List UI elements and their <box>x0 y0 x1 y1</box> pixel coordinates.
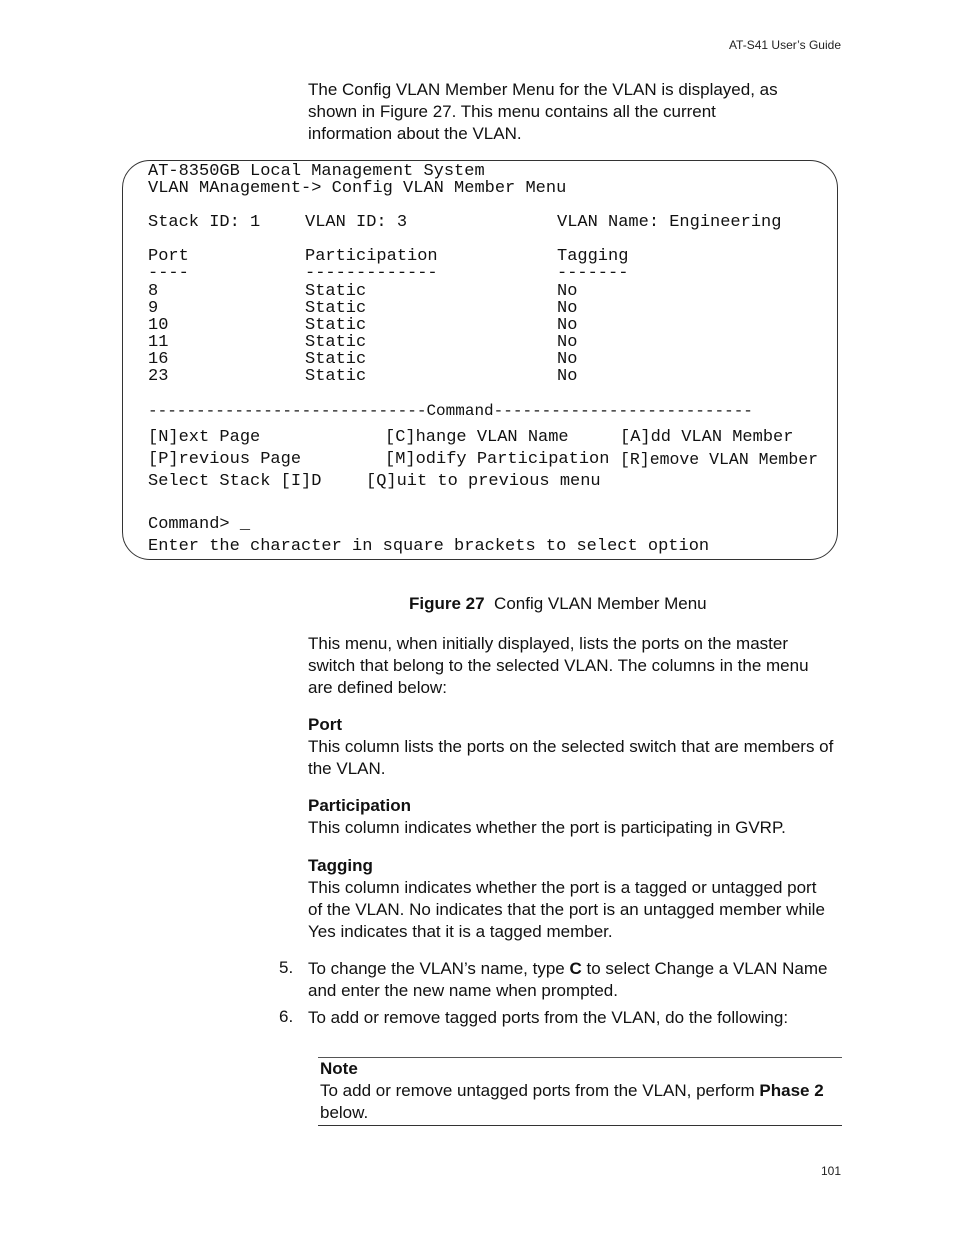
note-line <box>320 1080 842 1102</box>
definition-term: Port <box>308 715 342 734</box>
terminal-breadcrumb: VLAN MAnagement-> Config VLAN Member Menu <box>148 179 567 198</box>
step-6: To add or remove tagged ports from the VLAN, do the following: <box>308 1008 789 1027</box>
note-bottom-rule <box>318 1125 842 1126</box>
participation-cell: Static <box>305 367 367 386</box>
command-change-vlan-name[interactable]: [C]hange VLAN Name <box>385 428 569 447</box>
vlan-id: VLAN ID: 3 <box>305 213 408 232</box>
column-header-tagging: Tagging <box>557 247 629 266</box>
tagging-cell: No <box>557 316 578 335</box>
participation-cell: Static <box>305 316 367 335</box>
definition-participation <box>308 795 848 839</box>
note-heading: Note <box>320 1059 358 1078</box>
figure-caption-text: Config VLAN Member Menu <box>494 594 707 613</box>
note-bold-text: Phase 2 <box>759 1081 824 1100</box>
stack-id: Stack ID: 1 <box>148 213 261 232</box>
intro-line: shown in Figure 27. This menu contains all the current <box>308 102 716 121</box>
step-line <box>308 958 848 980</box>
participation-cell: Static <box>305 333 367 352</box>
tagging-cell: No <box>557 367 578 386</box>
command-next-page[interactable]: [N]ext Page <box>148 428 261 447</box>
step-number: 5. <box>279 958 294 977</box>
figure-caption <box>409 594 707 614</box>
port-cell: 23 <box>148 367 169 386</box>
tagging-cell: No <box>557 282 578 301</box>
definition-tagging <box>308 855 848 943</box>
definition-line: This column lists the ports on the selected switch that are members of <box>308 737 834 756</box>
participation-cell: Static <box>305 282 367 301</box>
command-modify-participation[interactable]: [M]odify Participation <box>385 450 610 469</box>
description-line: switch that belong to the selected VLAN. The columns in the menu <box>308 656 809 675</box>
tagging-cell: No <box>557 350 578 369</box>
participation-cell: Static <box>305 350 367 369</box>
participation-cell: Static <box>305 299 367 318</box>
definition-line: This column indicates whether the port is a tagged or untagged port <box>308 878 817 897</box>
running-header: AT-S41 User’s Guide <box>728 38 841 52</box>
description-line: This menu, when initially displayed, lists the ports on the master <box>308 634 789 653</box>
port-cell: 11 <box>148 333 169 352</box>
step-5 <box>308 958 848 1002</box>
definition-line: This column indicates whether the port is participating in GVRP. <box>308 818 786 837</box>
port-cell: 10 <box>148 316 169 335</box>
column-header-participation: Participation <box>305 247 438 266</box>
step-text: to select Change a VLAN Name <box>581 959 828 978</box>
step-number: 6. <box>279 1007 294 1026</box>
description-paragraph <box>308 633 848 699</box>
key-c: C <box>569 959 582 978</box>
intro-paragraph <box>308 79 848 145</box>
command-divider: -----------------------------Command--------------------------- <box>148 402 753 420</box>
terminal-hint: Enter the character in square brackets to select option <box>148 537 710 556</box>
intro-line: information about the VLAN. <box>308 124 522 143</box>
definition-term: Tagging <box>308 856 373 875</box>
column-header-port: Port <box>148 247 189 266</box>
intro-line: The Config VLAN Member Menu for the VLAN is displayed, as <box>308 80 778 99</box>
definition-line: of the VLAN. No indicates that the port is an untagged member while <box>308 900 825 919</box>
port-cell: 8 <box>148 282 159 301</box>
command-remove-vlan-member[interactable]: [R]emove VLAN Member <box>620 450 819 469</box>
step-line: and enter the new name when prompted. <box>308 981 618 1000</box>
tagging-cell: No <box>557 333 578 352</box>
column-underline: ------- <box>557 264 629 283</box>
definition-term: Participation <box>308 796 411 815</box>
definition-port <box>308 714 848 780</box>
note-text: To add or remove untagged ports from the VLAN, perform <box>320 1081 760 1100</box>
note-line: below. <box>320 1103 369 1122</box>
definition-line: the VLAN. <box>308 759 386 778</box>
definition-line: Yes indicates that it is a tagged member. <box>308 922 613 941</box>
command-prompt[interactable]: Command> _ <box>148 515 251 534</box>
command-previous-page[interactable]: [P]revious Page <box>148 450 302 469</box>
command-quit[interactable]: [Q]uit to previous menu <box>366 472 601 491</box>
description-line: are defined below: <box>308 678 447 697</box>
command-add-vlan-member[interactable]: [A]dd VLAN Member <box>620 428 794 447</box>
port-cell: 16 <box>148 350 169 369</box>
figure-label: Figure 27 <box>409 594 485 613</box>
step-text: To change the VLAN’s name, type <box>308 959 570 978</box>
command-select-stack[interactable]: Select Stack [I]D <box>148 472 322 491</box>
vlan-name: VLAN Name: Engineering <box>557 213 782 232</box>
column-underline: ------------- <box>305 264 438 283</box>
port-cell: 9 <box>148 299 159 318</box>
note-box <box>320 1058 842 1124</box>
terminal-title: AT-8350GB Local Management System <box>148 162 485 181</box>
column-underline: ---- <box>148 264 189 283</box>
page-number: 101 <box>820 1164 841 1178</box>
tagging-cell: No <box>557 299 578 318</box>
